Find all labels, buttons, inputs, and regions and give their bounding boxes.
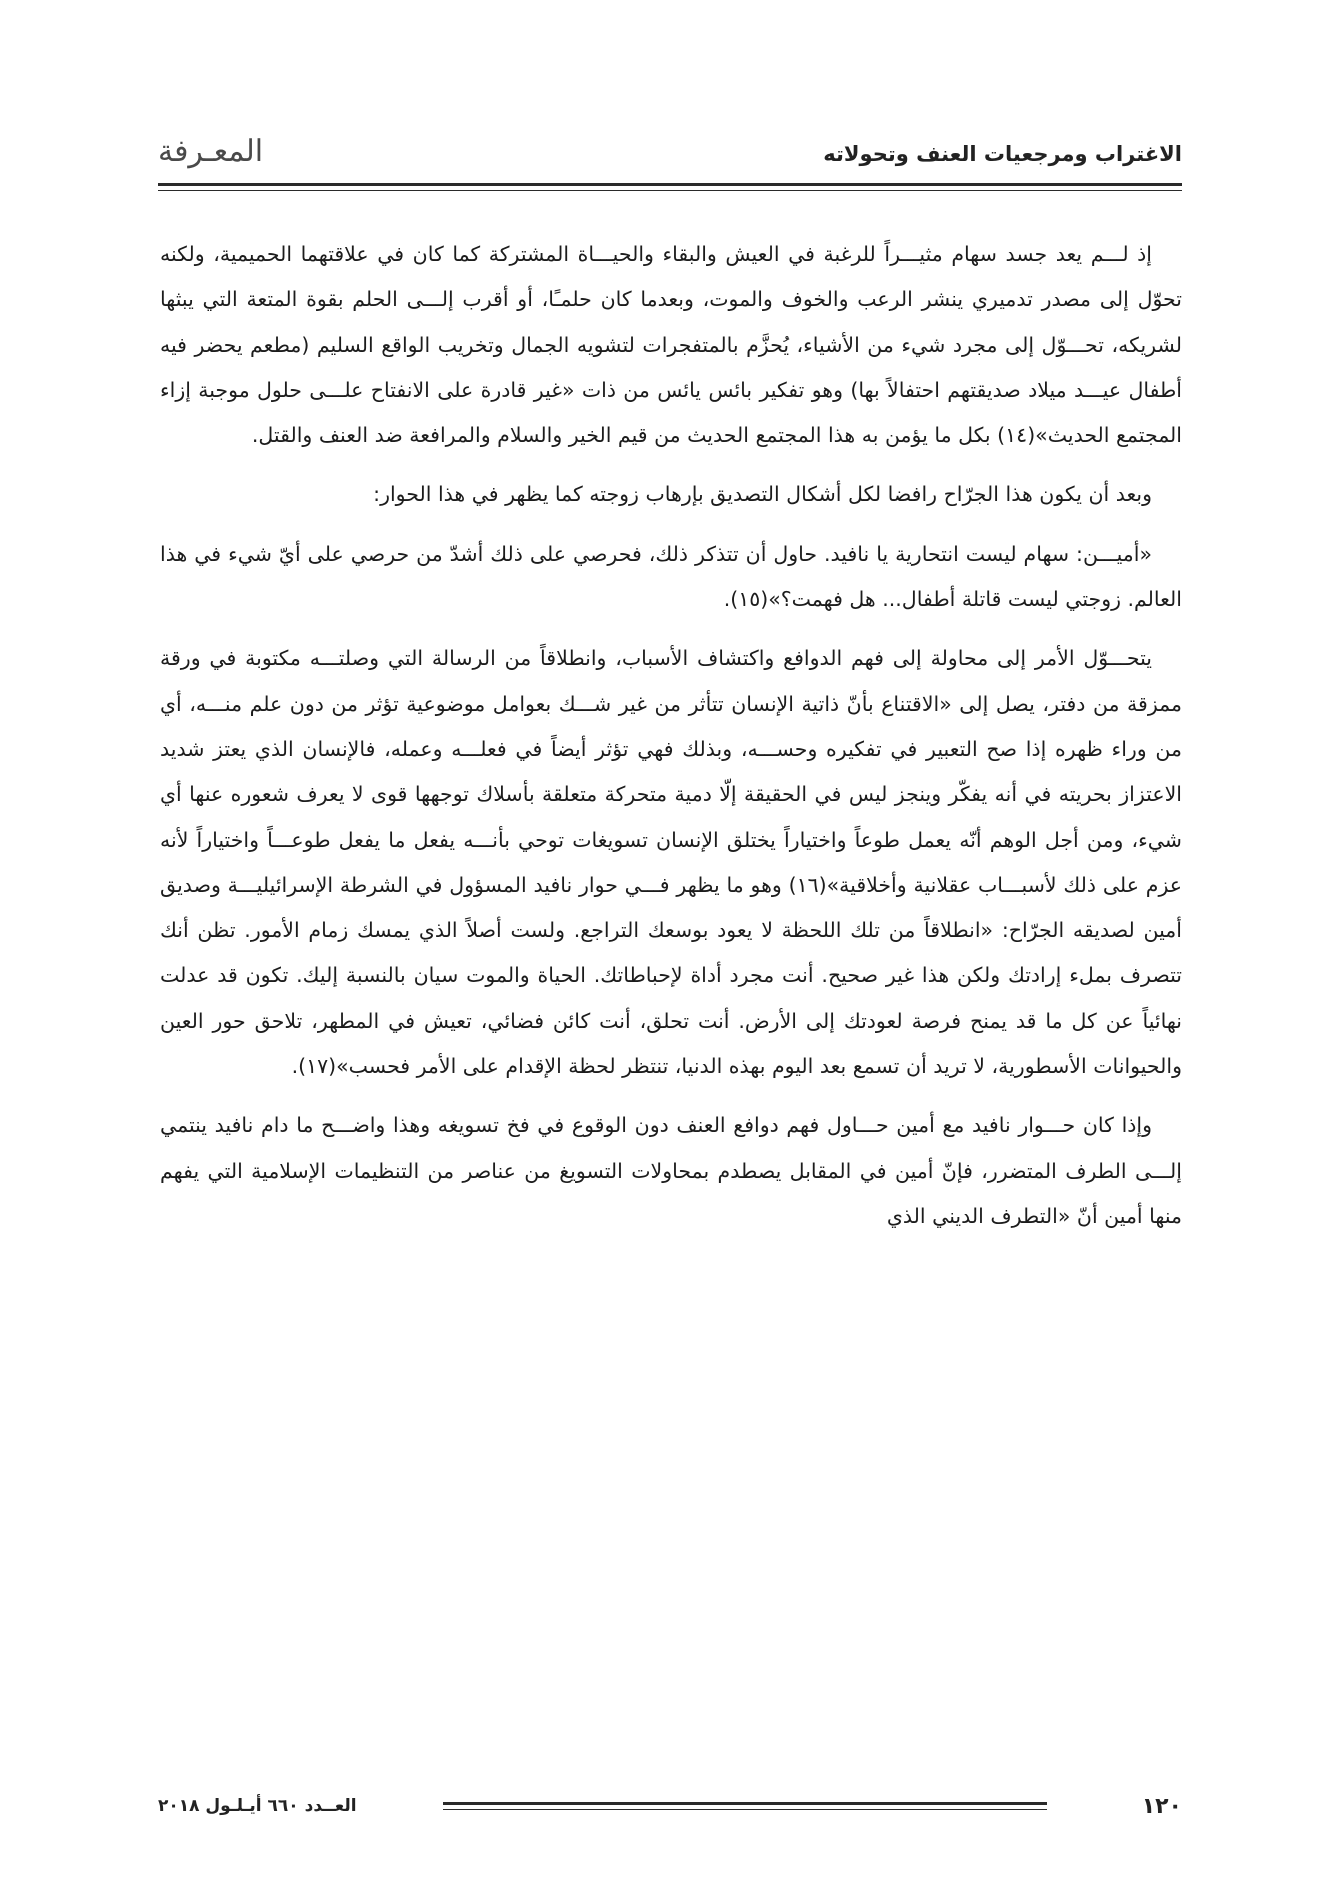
page-footer: [158, 1790, 1182, 1830]
page-number: ١٢٠: [1141, 1794, 1182, 1819]
paragraph-5: وإذا كان حـــوار نافيد مع أمين حـــاول فهم دوافع العنف دون الوقوع في فخ تسويغه وهذا واضـــح ما دام نافيد ينتمي إلـــى الطرف المتضرر، فإنّ أمين في المقابل يصطدم بمحاولات التسويغ من عناصر من التنظيمات الإسلامية التي يفهم منها أمين أنّ «التطرف الديني الذي: [160, 1113, 1182, 1228]
header-rule-thin: [158, 190, 1182, 191]
body-text: [160, 232, 1182, 1712]
paragraph-1: إذ لـــم يعد جسد سهام مثيـــراً للرغبة في العيش والبقاء والحيـــاة المشتركة كما كان في علاقتهما الحميمية، ولكنه تحوّل إلى مصدر تدميري ينشر الرعب والخوف والموت، وبعدما كان حلمـًا، أو أقرب إلـــى الحلم بقوة المتعة التي يبثها لشريكه، تحـــوّل إلى مجرد شيء من الأشياء، يُحزَّم بالمتفجرات لتشويه الجمال وتخريب الواقع السليم (مطعم يحضر فيه أطفال عيـــد ميلاد صديقتهم احتفالاً بها) وهو تفكير بائس يائس من ذات «غير قادرة على الانفتاح علـــى حلول موجبة إزاء المجتمع الحديث»(١٤) بكل ما يؤمن به هذا المجتمع الحديث من قيم الخير والسلام والمرافعة ضد العنف والقتل.: [160, 242, 1182, 448]
paragraph-2: وبعد أن يكون هذا الجرّاح رافضا لكل أشكال التصديق بإرهاب زوجته كما يظهر في هذا الحوار:: [373, 482, 1152, 507]
page-header: [158, 132, 1182, 182]
issue-info: العــدد ٦٦٠ أيـلـول ٢٠١٨: [158, 1796, 357, 1816]
running-title: الاغتراب ومرجعيات العنف وتحولاته: [823, 142, 1182, 166]
paragraph-4: يتحـــوّل الأمر إلى محاولة إلى فهم الدوافع واكتشاف الأسباب، وانطلاقاً من الرسالة التي وصلتـــه مكتوبة في ورقة ممزقة من دفتر، يصل إلى «الاقتناع بأنّ ذاتية الإنسان تتأثر من غير شـــك بعوامل موضوعية تؤثر من دون علم منـــه، أي من وراء ظهره إذا صح التعبير في تفكيره وحســـه، وبذلك فهي تؤثر أيضاً في فعلـــه وعمله، فالإنسان الذي يعتز شديد الاعتزاز بحريته في أنه يفكّر وينجز ليس في الحقيقة إلّا دمية متحركة متعلقة بأسلاك توجهها قوى لا يعرف شعوره عنها أي شيء، ومن أجل الوهم أنّه يعمل طوعاً واختياراً يختلق الإنسان تسويغات توحي بأنـــه يفعل ما يفعل طوعـــاً واختياراً لأنه عزم على ذلك لأسبـــاب عقلانية وأخلاقية»(١٦) وهو ما يظهر فـــي حوار نافيد المسؤول في الشرطة الإسرائيليـــة وصديق أمين لصديقه الجرّاح: «انطلاقاً من تلك اللحظة لا يعود بوسعك التراجع. ولست أصلاً الذي يمسك زمام الأمور. تظن أنك تتصرف بملء إرادتك ولكن هذا غير صحيح. أنت مجرد أداة لإحباطاتك. الحياة والموت سيان بالنسبة إليك. تكون قد عدلت نهائياً عن كل ما قد يمنح فرصة لعودتك إلى الأرض. أنت تحلق، أنت كائن فضائي، تعيش في المطهر، تلاحق حور العين والحيوانات الأسطورية، لا تريد أن تسمع بعد اليوم بهذه الدنيا، تنتظر لحظة الإقدام على الأمر فحسب»(١٧).: [160, 646, 1182, 1079]
footer-rule: [443, 1802, 1047, 1810]
header-rule-thick: [158, 183, 1182, 186]
journal-logo: المعـرفة: [158, 134, 264, 169]
paragraph-3-quote: «أميـــن: سهام ليست انتحارية يا نافيد. حاول أن تتذكر ذلك، فحرصي على ذلك أشدّ من حرصي على أيّ شيء في هذا العالم. زوجتي ليست قاتلة أطفال... هل فهمت؟»(١٥).: [160, 541, 1182, 612]
